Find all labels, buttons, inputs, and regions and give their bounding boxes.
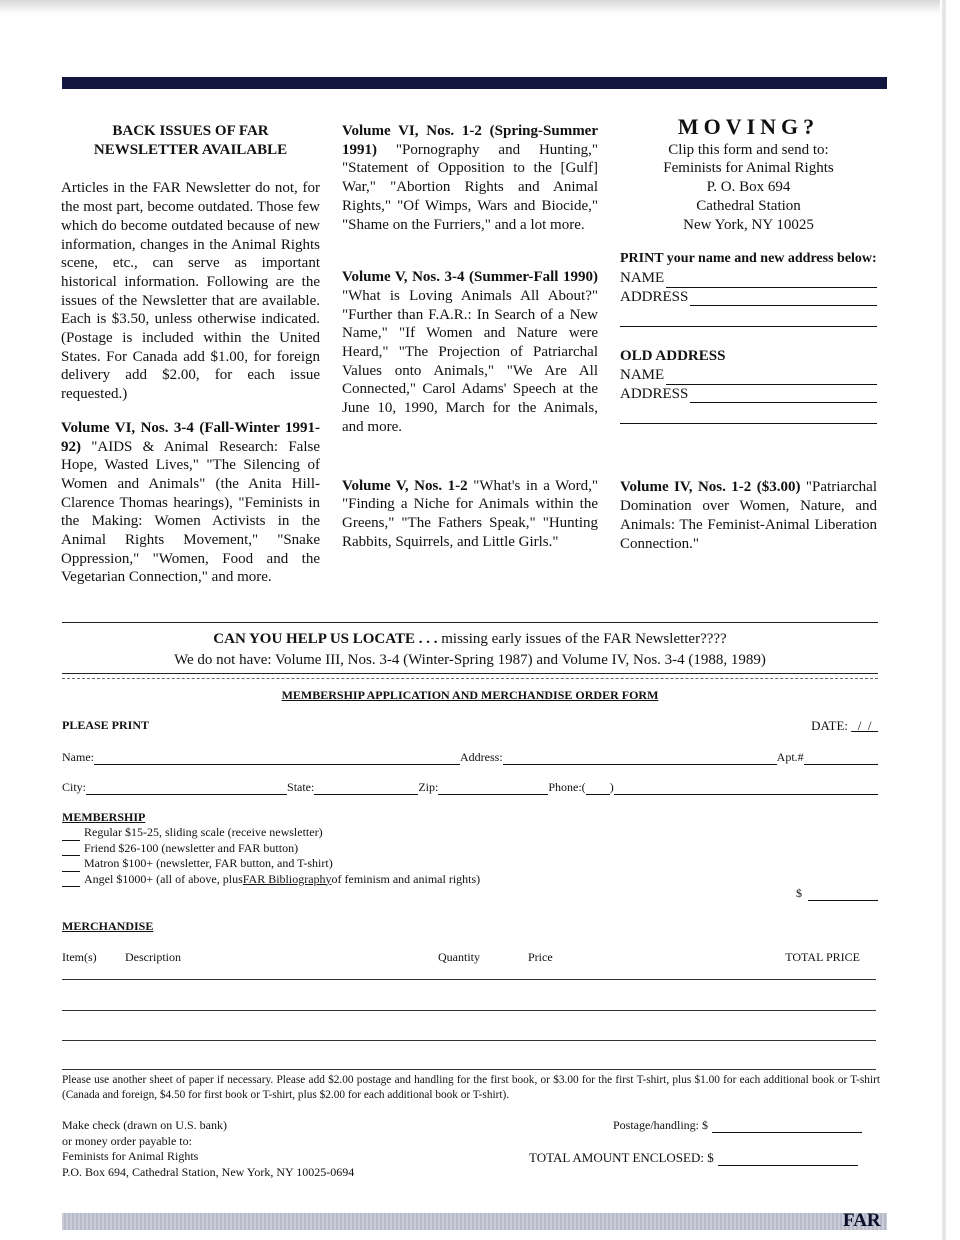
divider-top bbox=[62, 622, 878, 623]
col-quantity: Quantity bbox=[438, 950, 480, 964]
state-input[interactable] bbox=[314, 781, 418, 795]
old-address-line-2[interactable] bbox=[620, 407, 877, 424]
moving-line-3: P. O. Box 694 bbox=[706, 179, 791, 196]
city-row: City: State: Zip: Phone:( ) bbox=[62, 780, 878, 795]
moving-line-4: Cathedral Station bbox=[696, 197, 801, 214]
name-label: Name: bbox=[62, 750, 94, 764]
footer-bar bbox=[62, 1213, 887, 1230]
total-enclosed-field[interactable]: TOTAL AMOUNT ENCLOSED: $ bbox=[529, 1150, 858, 1166]
zip-input[interactable] bbox=[438, 781, 548, 795]
zip-label: Zip: bbox=[418, 780, 439, 794]
issue-vol5-3-4: Volume V, Nos. 3-4 (Summer-Fall 1990) "What is Loving Animals All About?" "Further than F.A.R.: In Search of a New Name," "If Women and Nature were Heard," "The Projection of Patriarchal Values onto Animals," "We Are All Connected," Carol Adams' Speech at the June 10, 1990, March for the Animals, and more. bbox=[342, 269, 598, 435]
back-issues-intro: Articles in the FAR Newsletter do not, for the most part, become outdated. Those few which do become outdated because of new information, changes in the Animal Rights scene, etc., can serve as important historical information. Following are the issues of the Newsletter that are available. Each is $3.50, unless otherwise indicated. (Postage is included within the United States. For Canada add $1.00, for foreign delivery add $2.00, for each issue requested.) bbox=[61, 180, 320, 403]
membership-section bbox=[62, 810, 480, 887]
address-input[interactable] bbox=[503, 751, 777, 765]
moving-line-2: Feminists for Animal Rights bbox=[663, 160, 834, 177]
membership-heading: MEMBERSHIP bbox=[62, 810, 146, 824]
new-address-line-2[interactable] bbox=[620, 310, 877, 327]
issue-vol6-3-4: Volume VI, Nos. 3-4 (Fall-Winter 1991-92) "AIDS & Animal Research: False Hope, Wasted Lives," "The Silencing of Women and Animals" (the Anita Hill-Clarence Thomas hearings), "Feminists in the Making: Women Activists in the Animal Rights Movement," "Snake Oppression," "Women, Food and the Vegetarian Connection," and more. bbox=[61, 419, 320, 586]
membership-friend[interactable]: Friend $26-100 (newsletter and FAR button) bbox=[62, 841, 480, 857]
membership-angel[interactable]: Angel $1000+ (all of above, plus FAR Bibliography of feminism and animal rights) bbox=[62, 872, 480, 888]
merchandise-line-4[interactable] bbox=[62, 1069, 876, 1070]
page-edge bbox=[942, 0, 946, 1240]
back-issues-heading: BACK ISSUES OF FAR NEWSLETTER AVAILABLE bbox=[93, 123, 288, 158]
print-instructions: PRINT your name and new address below: bbox=[620, 251, 877, 267]
form-title: MEMBERSHIP APPLICATION AND MERCHANDISE ORDER FORM bbox=[281, 688, 659, 702]
old-address-heading: OLD ADDRESS bbox=[620, 348, 726, 365]
merchandise-line-1[interactable] bbox=[62, 979, 876, 980]
old-address-field[interactable]: ADDRESS bbox=[620, 385, 877, 404]
merchandise-line-3[interactable] bbox=[62, 1040, 876, 1041]
moving-line-1: Clip this form and send to: bbox=[668, 141, 829, 158]
merchandise-heading: MERCHANDISE bbox=[62, 919, 154, 933]
postage-field[interactable]: Postage/handling: $ bbox=[613, 1118, 862, 1133]
city-input[interactable] bbox=[86, 781, 287, 795]
cut-line bbox=[62, 678, 878, 679]
issues-column bbox=[342, 122, 598, 551]
old-name-field[interactable]: NAME bbox=[620, 366, 877, 385]
scan-edge bbox=[0, 0, 940, 14]
membership-amount[interactable]: $ bbox=[796, 886, 878, 901]
phone-label: Phone:( bbox=[548, 780, 586, 794]
col-description: Description bbox=[125, 950, 181, 964]
issue-vol6-1-2: Volume VI, Nos. 1-2 (Spring-Summer 1991) "Pornography and Hunting," "Statement of Opposition to the [Gulf] War," "Abortion Rights and Animal Rights," "Of Wimps, Wars and Biocide," "Shame on the Furriers," and a lot more. bbox=[342, 123, 598, 233]
issue-vol4-1-2: Volume IV, Nos. 1-2 ($3.00) "Patriarchal Domination over Women, Nature, and Animals: The Feminist-Animal Liberation Connection." bbox=[620, 479, 878, 552]
locate-section: CAN YOU HELP US LOCATE . . . missing early issues of the FAR Newsletter???? We do not have: Volume III, Nos. 3-4 (Winter-Spring 1987) and Volume IV, Nos. 3-4 (1988, 1989) bbox=[174, 631, 766, 668]
new-name-field[interactable]: NAME bbox=[620, 269, 877, 288]
apt-label: Apt.# bbox=[776, 750, 804, 764]
back-issues-column bbox=[61, 122, 320, 587]
moving-column bbox=[620, 114, 878, 553]
please-print: PLEASE PRINT bbox=[62, 718, 150, 732]
merchandise-line-2[interactable] bbox=[62, 1010, 876, 1011]
city-label: City: bbox=[62, 780, 87, 794]
far-logo: FAR bbox=[843, 1210, 881, 1231]
membership-form bbox=[62, 688, 878, 964]
issue-vol5-1-2: Volume V, Nos. 1-2 "What's in a Word," "Finding a Niche for Animals within the Greens," "The Fathers Speak," "Hunting Rabbits, Squirrels, and Little Girls." bbox=[342, 477, 598, 550]
address-label: Address: bbox=[460, 750, 503, 764]
date-field[interactable]: DATE: _/_/_ bbox=[811, 718, 878, 733]
divider-bottom bbox=[62, 673, 878, 674]
phone-area-input[interactable] bbox=[586, 781, 610, 795]
state-label: State: bbox=[287, 780, 315, 794]
payable-info: Make check (drawn on U.S. bank) or money order payable to: Feminists for Animal Rights P.O. Box 694, Cathedral Station, New York, NY 10025-0694 bbox=[62, 1118, 355, 1179]
col-items: Item(s) bbox=[62, 950, 97, 964]
apt-input[interactable] bbox=[804, 751, 878, 765]
col-price: Price bbox=[528, 950, 553, 964]
phone-input[interactable] bbox=[614, 781, 878, 795]
moving-line-5: New York, NY 10025 bbox=[683, 216, 814, 233]
name-address-row bbox=[62, 750, 878, 765]
name-input[interactable] bbox=[94, 751, 460, 765]
col-total: TOTAL PRICE bbox=[785, 950, 860, 964]
moving-heading: MOVING? bbox=[677, 114, 820, 139]
header-bar bbox=[62, 77, 887, 89]
membership-regular[interactable]: Regular $15-25, sliding scale (receive newsletter) bbox=[62, 825, 480, 841]
membership-matron[interactable]: Matron $100+ (newsletter, FAR button, and T-shirt) bbox=[62, 856, 480, 872]
new-address-field[interactable]: ADDRESS bbox=[620, 288, 877, 307]
shipping-note: Please use another sheet of paper if necessary. Please add $2.00 postage and handling for the first book, or $3.00 for the first T-shirt, plus $1.00 for each additional book or T-shirt (Canada and foreign, $4.50 for first book or T-shirt, plus $2.00 for each additional book or T-shirt). bbox=[62, 1074, 880, 1101]
